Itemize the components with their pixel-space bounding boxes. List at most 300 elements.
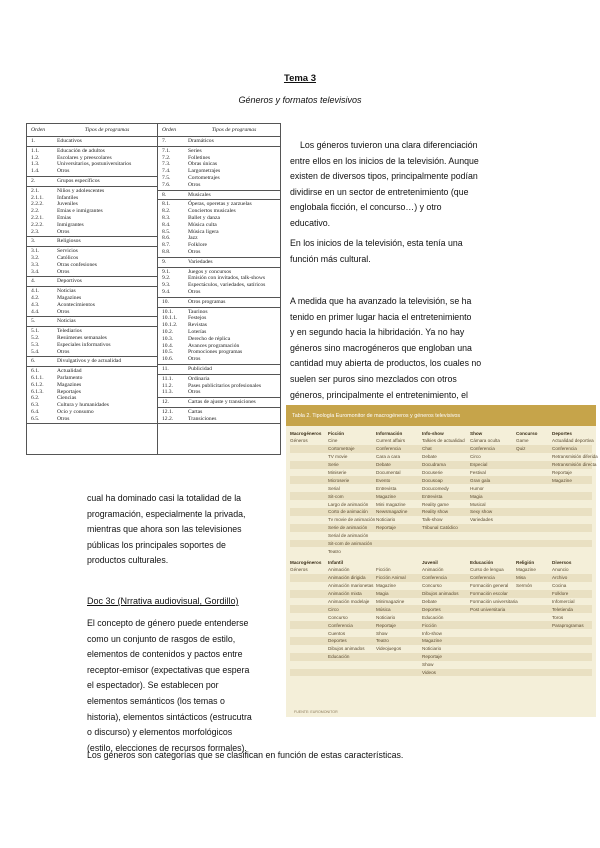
text-line: tenido en primer lugar hacia el entretenimiento — [290, 311, 472, 322]
table-cell: Teatro — [328, 548, 341, 554]
program-type: Grupos específicos — [57, 177, 100, 184]
table-cell: Cuentos — [328, 630, 346, 636]
order-number: 12.2. — [162, 415, 174, 422]
program-row — [158, 309, 280, 316]
program-type: Transiciones — [188, 415, 217, 422]
table-cell: Educación — [328, 654, 350, 660]
order-number: 11.3. — [162, 389, 173, 396]
program-type: Jazz — [188, 235, 198, 242]
order-number: 6.4. — [31, 408, 40, 415]
program-row — [27, 201, 157, 208]
table-header-row — [290, 558, 592, 566]
table-cell: Reportaje — [552, 470, 572, 475]
order-number: 5. — [31, 318, 36, 325]
program-type: Música ligera — [188, 228, 219, 235]
order-number: 7.5. — [162, 174, 171, 181]
program-type: Resúmenes semanales — [57, 334, 107, 341]
program-type: Juveniles — [57, 201, 78, 208]
text-line: función más cultural. — [290, 253, 371, 264]
program-type: Acontecimientos — [57, 301, 95, 308]
program-row — [27, 195, 157, 202]
program-type: Religiosos — [57, 238, 81, 245]
program-row — [27, 269, 157, 276]
program-type: Escolares y preescolares — [57, 154, 112, 161]
table-cell: Animación mixta — [328, 591, 362, 597]
table-cell: Formación general — [470, 583, 509, 589]
table-cell: Talkies de actualidad — [422, 438, 465, 444]
program-type: Cultura y humanidades — [57, 402, 109, 409]
program-types-table — [26, 123, 281, 455]
program-row — [158, 329, 280, 336]
program-row — [158, 356, 280, 363]
table-row — [290, 453, 598, 461]
table-cell: TV movie — [328, 454, 348, 460]
program-section — [27, 137, 157, 177]
table-cell: Deportes — [328, 638, 347, 644]
table-cell: Formación universitaria — [470, 599, 518, 604]
program-row — [158, 343, 280, 350]
table-cell: Debate — [422, 454, 437, 460]
order-number: 8.5. — [162, 228, 171, 235]
table-cell: Docusoap — [422, 477, 443, 483]
program-type: Otros — [57, 228, 70, 235]
table-cell: Actualidad deportiva — [552, 438, 594, 444]
table-row — [290, 645, 592, 653]
program-type: Pases publicitarios profesionales — [188, 382, 262, 389]
order-number: 5.2. — [31, 334, 40, 341]
table-cell: Ficción — [422, 622, 437, 628]
paragraph-cultural-function — [290, 236, 590, 267]
table-cell: Concurso — [422, 583, 442, 589]
text-line: productos culturales. — [87, 555, 169, 566]
program-type: Universitarios, postuniversitarios — [57, 161, 132, 168]
order-number: 9.2. — [162, 275, 171, 282]
table-cell: Conferencia — [470, 446, 495, 452]
table-cell: Anuncio — [552, 567, 569, 573]
program-type: Derecho de réplica — [188, 335, 231, 342]
program-row — [27, 402, 157, 409]
text-line: y en segundo hacia la hibridación. Ya no hay — [290, 327, 465, 338]
program-row — [158, 289, 280, 296]
program-type: Espectáculos, variedades, satíricos — [188, 282, 266, 289]
table-cell: Animación dirigida — [328, 575, 366, 581]
page-subtitle: Géneros y formatos televisivos — [238, 95, 362, 105]
table-row — [290, 566, 592, 574]
program-row — [158, 282, 280, 289]
header-cell: Ficción — [328, 430, 345, 436]
program-type: Taurinos — [188, 308, 208, 315]
program-type: Ciencias — [57, 395, 77, 402]
program-type: Cortometrajes — [188, 174, 220, 181]
table-cell: Gran gala — [470, 477, 491, 483]
program-row — [27, 302, 157, 309]
table-cell: Toros — [552, 614, 564, 620]
text-line: receptor-emisor (expectativas que espera — [87, 664, 250, 675]
order-number: 3. — [31, 238, 36, 245]
table-cell: Evento — [376, 477, 391, 483]
table-cell: Animación marionetas — [328, 583, 374, 589]
table-cell: Retransmisión directa — [552, 462, 597, 468]
order-number: 7.6. — [162, 181, 171, 188]
table-cell: Musical — [470, 501, 486, 507]
table-cell: Géneros — [290, 438, 308, 444]
program-type: Juegos y concursos — [188, 268, 232, 275]
program-type: Noticias — [57, 288, 76, 295]
order-number: 8. — [162, 191, 167, 198]
euromonitor-macrogenres-table — [286, 405, 596, 717]
program-row — [27, 248, 157, 255]
table-row — [290, 598, 592, 606]
table-cell: Festival — [470, 470, 486, 475]
program-type: Etnias e inmigrantes — [57, 208, 103, 215]
table-cell: Reportaje — [376, 622, 396, 628]
table-row — [290, 661, 592, 669]
table-cell: Newsmagazine — [376, 509, 408, 515]
macrogenres-grid-lower — [290, 558, 592, 676]
program-row — [158, 376, 280, 383]
table-cell: Concurso — [328, 614, 348, 620]
table-cell: Magazine — [516, 567, 536, 573]
table-cell: Tribunal Catódico — [422, 525, 458, 531]
program-row — [158, 349, 280, 356]
order-number: 2.2.2. — [31, 201, 44, 208]
program-table-right-header — [158, 124, 280, 137]
text-line: cual ha dominado casi la totalidad de la — [87, 493, 242, 503]
header-cell: Información — [376, 430, 403, 436]
order-number: 3.2. — [31, 254, 40, 261]
table-cell: Info-show — [422, 630, 442, 636]
program-type: Etnias — [57, 214, 71, 221]
program-row — [158, 275, 280, 282]
program-row — [158, 208, 280, 215]
table-cell: Retransmisión diferida — [552, 454, 598, 460]
program-row — [27, 262, 157, 269]
program-type: Parlamento — [57, 374, 83, 381]
order-number: 6.5. — [31, 415, 40, 422]
header-cell: Concurso — [516, 430, 538, 436]
text-line: o discurso) y elementos morfológicos — [87, 727, 233, 738]
program-type: Folletines — [188, 154, 211, 161]
program-row — [158, 222, 280, 229]
program-row — [27, 389, 157, 396]
table-cell: Formación escolar — [470, 591, 508, 597]
program-type: Actualidad — [57, 368, 82, 375]
program-type: Católicos — [57, 254, 79, 261]
program-row — [27, 309, 157, 316]
order-number: 6.1.1. — [31, 374, 44, 381]
table-cell: Dibujos animados — [328, 646, 365, 652]
program-row — [27, 342, 157, 349]
program-type: Ordinaria — [188, 375, 210, 382]
text-line: como un conjunto de rasgos de estilo, — [87, 633, 236, 644]
program-type: Inmigrantes — [57, 221, 84, 228]
order-number: 10.1.2. — [162, 322, 178, 329]
table-cell: Curso de lengua — [470, 567, 504, 573]
program-row — [27, 382, 157, 389]
program-row — [27, 416, 157, 423]
table-cell: Magia — [470, 493, 483, 499]
table-cell: Serie de animación — [328, 525, 368, 531]
table-row — [290, 437, 592, 445]
table-cell: Conferencia — [470, 575, 495, 581]
text-line: elementos semánticos (los temas o — [87, 695, 225, 706]
program-type: Otros programas — [188, 298, 226, 305]
table-cell: Misa — [516, 575, 526, 581]
table-cell: Docuserie — [422, 470, 443, 475]
program-type: Otros — [188, 288, 201, 295]
order-number: 9.3. — [162, 282, 171, 289]
table-cell: Magia — [376, 591, 389, 597]
text-line: En los inicios de la televisión, esta tenía una — [290, 238, 463, 248]
table-cell: Sit-com — [328, 493, 344, 499]
table-cell: Entrevista — [376, 485, 397, 491]
order-number: 8.8. — [162, 248, 171, 255]
order-number: 2.2. — [31, 208, 40, 215]
order-number: 10.6. — [162, 356, 174, 363]
program-type: Obras únicas — [188, 161, 218, 168]
type-header: Tipos de programas — [84, 127, 130, 133]
order-number: 6.2. — [31, 395, 40, 402]
program-row — [158, 148, 280, 155]
text-line: El concepto de género puede entenderse — [87, 618, 249, 628]
program-row — [158, 322, 280, 329]
order-number: 10.4. — [162, 342, 174, 349]
table-row — [290, 653, 592, 661]
table-cell: Variedades — [470, 517, 493, 523]
table-cell: Noticiario — [376, 614, 396, 620]
table-cell: Folklore — [552, 591, 569, 597]
program-type: Reportajes — [57, 388, 81, 395]
program-section-heading — [27, 318, 157, 327]
order-number: 2.1. — [31, 187, 40, 194]
table-cell: Mini magazine — [376, 501, 406, 507]
program-type: Musicales — [188, 191, 211, 198]
program-type: Noticias — [57, 318, 76, 325]
program-row — [158, 249, 280, 256]
program-type: Niños y adolescentes — [57, 187, 105, 194]
program-row — [158, 242, 280, 249]
paragraph-genre-concept — [87, 616, 285, 756]
header-cell: Religión — [516, 559, 535, 565]
table-cell: Noticiario — [422, 646, 442, 652]
program-type: Series — [188, 147, 202, 154]
order-number: 10.1.1. — [162, 315, 178, 322]
table-row — [290, 669, 592, 677]
table-cell: Conferencia — [552, 446, 577, 452]
paragraph-genre-categories: Los géneros son categorías que se clasifican en función de estas características. — [87, 750, 404, 760]
program-type: Cartas — [188, 408, 203, 415]
program-row — [27, 368, 157, 375]
table-cell: Teatro — [376, 638, 389, 644]
table-cell: Animación modelaje — [328, 599, 370, 604]
order-number: 1.1. — [31, 147, 40, 154]
program-type: Emisión con invitados, talk-shows — [188, 275, 266, 282]
order-number: 3.1. — [31, 248, 40, 255]
order-number: 2.2.1. — [31, 214, 44, 221]
order-number: 3.4. — [31, 268, 40, 275]
program-type: Otros — [188, 248, 201, 255]
table-cell: Cara a cara — [376, 454, 401, 460]
table-cell: Ficción — [376, 567, 391, 573]
program-row — [158, 269, 280, 276]
table-cell: Post universitaria — [470, 606, 506, 612]
program-row — [27, 328, 157, 335]
text-line: cantidad muy abierta de productos, los cuales no — [290, 358, 482, 369]
table-cell: Animación — [422, 567, 444, 573]
program-type: Variedades — [188, 258, 213, 265]
table-cell: Videojuegos — [376, 646, 402, 652]
program-table-right-column — [158, 124, 280, 454]
table-row — [290, 613, 592, 621]
order-number: 11.2. — [162, 382, 173, 389]
program-type: Otros — [57, 415, 70, 422]
program-row — [27, 409, 157, 416]
table-cell: Magazine — [552, 477, 572, 483]
order-number: 10.3. — [162, 335, 174, 342]
program-section-heading — [27, 138, 157, 147]
program-type: Ocio y consumo — [57, 408, 94, 415]
header-cell: Diversos — [552, 559, 572, 565]
page-title: Tema 3 — [283, 73, 317, 84]
table-row — [290, 500, 592, 508]
table-cell: Animación — [328, 567, 350, 573]
order-number: 3.3. — [31, 261, 40, 268]
table-cell: Archivo — [552, 575, 568, 581]
program-section-heading — [27, 278, 157, 287]
order-number: 11. — [162, 365, 169, 372]
table-cell: Magazine — [376, 493, 396, 499]
program-row — [27, 161, 157, 168]
doc-heading: Doc 3c (Nrrativa audiovisual, Gordillo) — [87, 596, 239, 606]
table-cell: Show — [422, 662, 434, 668]
program-type: Educativos — [57, 138, 82, 144]
text-line: (estilo, elecciones de recursos formales). — [87, 742, 247, 753]
table-cell: Conferencia — [376, 446, 401, 452]
table-cell: Show — [376, 630, 388, 636]
order-number: 7. — [162, 138, 167, 144]
program-section-heading — [158, 192, 280, 201]
program-type: Servicios — [57, 248, 78, 255]
order-number: 9.1. — [162, 268, 171, 275]
order-number: 4.1. — [31, 288, 40, 295]
table-row — [290, 532, 592, 540]
macrogenres-grid-upper — [290, 429, 598, 555]
program-type: Dramáticos — [188, 138, 214, 144]
program-row — [158, 155, 280, 162]
order-number: 4.2. — [31, 294, 40, 301]
table-cell: Serie — [328, 462, 339, 468]
program-type: Magazines — [57, 294, 82, 301]
program-type: Largometrajes — [188, 168, 221, 175]
program-row — [27, 229, 157, 236]
program-row — [27, 208, 157, 215]
table-cell: Videos — [422, 670, 436, 676]
program-type: Educación de adultos — [57, 147, 105, 154]
table-row — [290, 605, 592, 613]
program-type: Revistas — [188, 322, 207, 329]
program-section-heading — [158, 259, 280, 268]
table-cell: Game — [516, 438, 529, 444]
order-number: 1. — [31, 138, 36, 144]
table-cell: Cine — [328, 438, 338, 444]
order-number: 10.1. — [162, 308, 174, 315]
program-row — [158, 389, 280, 396]
order-number: 10.5. — [162, 349, 174, 356]
order-number: 7.1. — [162, 147, 171, 154]
program-type: Ballet y danza — [188, 214, 220, 221]
table-cell: Docucomedy — [422, 485, 449, 491]
table-cell: Serial de animación — [328, 533, 369, 539]
program-row — [158, 215, 280, 222]
program-type: Telediarios — [57, 328, 82, 335]
table-row — [290, 445, 592, 453]
program-row — [158, 201, 280, 208]
text-line: elementos de contenidos y pactos entre — [87, 649, 243, 660]
program-row — [27, 188, 157, 195]
order-number: 5.1. — [31, 328, 40, 335]
table-cell: Cocina — [552, 583, 567, 589]
text-line: el espectador). Se establecen por — [87, 680, 219, 691]
table-cell: Géneros — [290, 567, 308, 573]
program-row — [158, 229, 280, 236]
program-row — [158, 235, 280, 242]
order-number: 4. — [31, 278, 36, 285]
program-section-heading — [158, 299, 280, 308]
table-cell: Conferencia — [422, 575, 447, 581]
table-cell: Minimagazine — [376, 599, 405, 604]
order-number: 5.4. — [31, 348, 40, 355]
program-section — [27, 237, 157, 277]
paragraph-macrogenres — [290, 294, 590, 403]
table-source: FUENTE: EUROMONITOR — [294, 710, 338, 714]
order-number: 8.7. — [162, 242, 171, 249]
text-line: historia), elementos sintácticos (estrucutra — [87, 711, 252, 722]
program-row — [27, 395, 157, 402]
program-row — [158, 409, 280, 416]
table-cell: Documental — [376, 470, 401, 475]
table-row — [290, 637, 592, 645]
table-cell: Quiz — [516, 446, 526, 452]
program-type: Infantiles — [57, 194, 79, 201]
table-cell: Circo — [328, 606, 339, 612]
table-cell: Magazine — [422, 638, 442, 644]
program-type: Conciertos musicales — [188, 208, 236, 215]
table-row — [290, 524, 592, 532]
program-row — [158, 315, 280, 322]
program-section-heading — [158, 138, 280, 147]
header-cell: Infantil — [328, 559, 344, 565]
table-row — [290, 516, 592, 524]
table-cell: Serial — [328, 485, 340, 491]
table-cell: Sexy show — [470, 509, 493, 515]
order-number: 11.1. — [162, 375, 173, 382]
table-cell: Miniserie — [328, 470, 347, 475]
program-row — [27, 288, 157, 295]
text-line: programación, especialmente la privada, — [87, 508, 246, 519]
table-row — [290, 621, 592, 629]
table-cell: Magazine — [376, 583, 396, 589]
program-row — [27, 375, 157, 382]
order-number: 10. — [162, 298, 169, 305]
table-row — [290, 582, 592, 590]
table-row — [290, 508, 592, 516]
table-row — [290, 492, 592, 500]
text-line: públicas los principales soportes de — [87, 539, 226, 550]
table-cell: Tv movie de animación — [328, 517, 376, 523]
program-type: Festejos — [188, 315, 207, 322]
table-row — [290, 476, 592, 484]
table-cell: Entrevista — [422, 493, 443, 499]
